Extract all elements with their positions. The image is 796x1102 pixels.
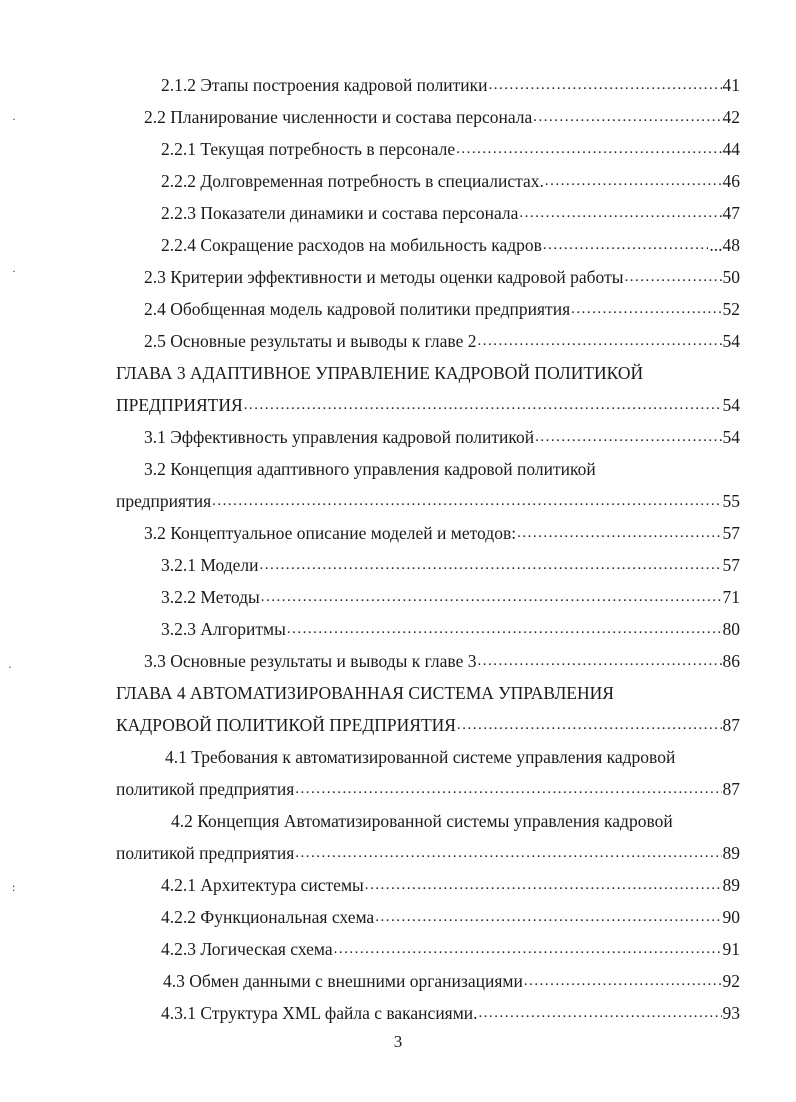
toc-entry <box>161 166 740 192</box>
toc-entry <box>161 870 740 896</box>
toc-leader-dots <box>457 714 722 736</box>
toc-entry <box>116 390 740 416</box>
toc-entry-page: 41 <box>722 75 740 95</box>
scan-speck: · <box>12 264 16 278</box>
toc-entry-page: 91 <box>722 939 740 959</box>
toc-leader-dots <box>456 138 721 160</box>
toc-leader-dots <box>244 394 722 416</box>
toc-leader-dots <box>477 650 721 672</box>
toc-entry-page: 42 <box>722 107 740 127</box>
toc-entry <box>171 806 740 832</box>
toc-entry-page: 52 <box>722 299 740 319</box>
toc-entry-title: политикой предприятия <box>116 779 295 799</box>
toc-chapter-heading <box>116 358 740 384</box>
toc-leader-dots <box>365 874 722 896</box>
toc-entry <box>161 198 740 224</box>
toc-leader-dots <box>535 426 721 448</box>
toc-entry-page: 92 <box>722 971 740 991</box>
toc-leader-dots <box>571 298 721 320</box>
toc-entry-page: 54 <box>722 395 740 415</box>
toc-entry <box>144 646 740 672</box>
toc-entry <box>161 902 740 928</box>
toc-entry-title: 4.3.1 Структура XML файла с вакансиями. <box>161 1003 478 1023</box>
toc-entry-page: 54 <box>722 427 740 447</box>
toc-entry <box>161 934 740 960</box>
toc-entry-title: 2.2.4 Сокращение расходов на мобильность кадров <box>161 235 542 255</box>
toc-entry <box>161 230 740 256</box>
toc-entry-title: 2.4 Обобщенная модель кадровой политики предприятия <box>144 299 571 319</box>
toc-entry-page: 89 <box>722 843 740 863</box>
toc-entry-title: предприятия <box>116 491 212 511</box>
toc-entry <box>161 134 740 160</box>
page-number: 3 <box>393 1032 403 1051</box>
toc-leader-dots <box>489 74 722 96</box>
toc-entry-title: ГЛАВА 3 АДАПТИВНОЕ УПРАВЛЕНИЕ КАДРОВОЙ ПОЛИТИКОЙ <box>116 363 644 383</box>
toc-entry <box>144 262 740 288</box>
toc-leader-dots <box>545 170 722 192</box>
scan-speck: · <box>12 112 16 126</box>
toc-leader-dots <box>477 330 721 352</box>
toc-entry-title: 2.2.3 Показатели динамики и состава персонала <box>161 203 519 223</box>
toc-entry <box>144 326 740 352</box>
toc-entry-page: 71 <box>722 587 740 607</box>
toc-leader-dots <box>334 938 722 960</box>
toc-entry-title: 4.3 Обмен данными с внешними организациями <box>163 971 523 991</box>
toc-entry-title: 3.2.1 Модели <box>161 555 259 575</box>
toc-entry-page: 55 <box>722 491 740 511</box>
toc-entry-title: 2.2.1 Текущая потребность в персонале <box>161 139 456 159</box>
toc-entry <box>161 550 740 576</box>
toc-entry-title: ПРЕДПРИЯТИЯ <box>116 395 243 415</box>
toc-entry-page: 93 <box>722 1003 740 1023</box>
toc-entry-title: 2.2.2 Долговременная потребность в специалистах. <box>161 171 544 191</box>
toc-entry <box>116 710 740 736</box>
toc-entry-title: 2.3 Критерии эффективности и методы оценки кадровой работы <box>144 267 624 287</box>
toc-chapter-heading <box>116 678 740 704</box>
toc-leader-dots <box>295 778 721 800</box>
toc-entry-page: 57 <box>722 523 740 543</box>
toc-leader-dots <box>375 906 721 928</box>
toc-entry <box>144 454 740 480</box>
toc-entry-page: 54 <box>722 331 740 351</box>
toc-entry-page: ...48 <box>709 235 740 255</box>
toc-entry-title: 4.1 Требования к автоматизированной системе управления кадровой <box>165 747 676 767</box>
toc-leader-dots <box>260 554 722 576</box>
toc-leader-dots <box>479 1002 722 1024</box>
toc-entry-title: КАДРОВОЙ ПОЛИТИКОЙ ПРЕДПРИЯТИЯ <box>116 715 456 735</box>
toc-entry-page: 80 <box>722 619 740 639</box>
toc-leader-dots <box>543 234 708 256</box>
toc-entry <box>144 422 740 448</box>
toc-leader-dots <box>517 522 721 544</box>
toc-entry <box>116 774 740 800</box>
toc-entry <box>144 518 740 544</box>
toc-entry <box>144 102 740 128</box>
toc-entry-page: 87 <box>722 715 740 735</box>
toc-entry-page: 90 <box>722 907 740 927</box>
toc-entry <box>161 614 740 640</box>
toc-entry-page: 44 <box>722 139 740 159</box>
toc-leader-dots <box>533 106 721 128</box>
toc-entry-page: 87 <box>722 779 740 799</box>
toc-entry-page: 57 <box>722 555 740 575</box>
toc-entry-page: 89 <box>722 875 740 895</box>
toc-entry-title: 2.2 Планирование численности и состава персонала <box>144 107 533 127</box>
toc-entry <box>165 742 740 768</box>
toc-entry <box>163 966 740 992</box>
toc-leader-dots <box>295 842 721 864</box>
toc-entry-title: 4.2.3 Логическая схема <box>161 939 333 959</box>
toc-leader-dots <box>624 266 721 288</box>
toc-entry-title: 4.2 Концепция Автоматизированной системы управления кадровой <box>171 811 673 831</box>
toc-entry-title: ГЛАВА 4 АВТОМАТИЗИРОВАННАЯ СИСТЕМА УПРАВЛЕНИЯ <box>116 683 614 703</box>
toc-entry-title: 3.2 Концепция адаптивного управления кадровой политикой <box>144 459 596 479</box>
toc-leader-dots <box>519 202 721 224</box>
scan-speck: : <box>12 880 16 894</box>
toc-leader-dots <box>212 490 721 512</box>
toc-entry-title: 4.2.1 Архитектура системы <box>161 875 364 895</box>
toc-entry <box>116 486 740 512</box>
toc-entry-title: 2.5 Основные результаты и выводы к главе 2 <box>144 331 477 351</box>
toc-entry-title: 3.2.2 Методы <box>161 587 260 607</box>
toc-entry-title: 4.2.2 Функциональная схема <box>161 907 375 927</box>
toc-entry-title: 3.3 Основные результаты и выводы к главе 3 <box>144 651 477 671</box>
toc-leader-dots <box>261 586 722 608</box>
scan-speck: · <box>8 660 12 674</box>
toc-entry-page: 50 <box>722 267 740 287</box>
toc-entry-title: 2.1.2 Этапы построения кадровой политики <box>161 75 488 95</box>
toc-entry <box>161 70 740 96</box>
toc-entry-page: 86 <box>722 651 740 671</box>
toc-entry-title: 3.2 Концептуальное описание моделей и методов: <box>144 523 517 543</box>
toc-entry <box>116 838 740 864</box>
toc-entry <box>161 998 740 1024</box>
toc-entry <box>161 582 740 608</box>
toc-leader-dots <box>287 618 722 640</box>
toc-entry <box>144 294 740 320</box>
toc-entry-page: 47 <box>722 203 740 223</box>
toc-entry-page: 46 <box>722 171 740 191</box>
toc-entry-title: политикой предприятия <box>116 843 295 863</box>
toc-entry-title: 3.1 Эффективность управления кадровой политикой <box>144 427 535 447</box>
toc-entry-title: 3.2.3 Алгоритмы <box>161 619 286 639</box>
toc-leader-dots <box>524 970 722 992</box>
